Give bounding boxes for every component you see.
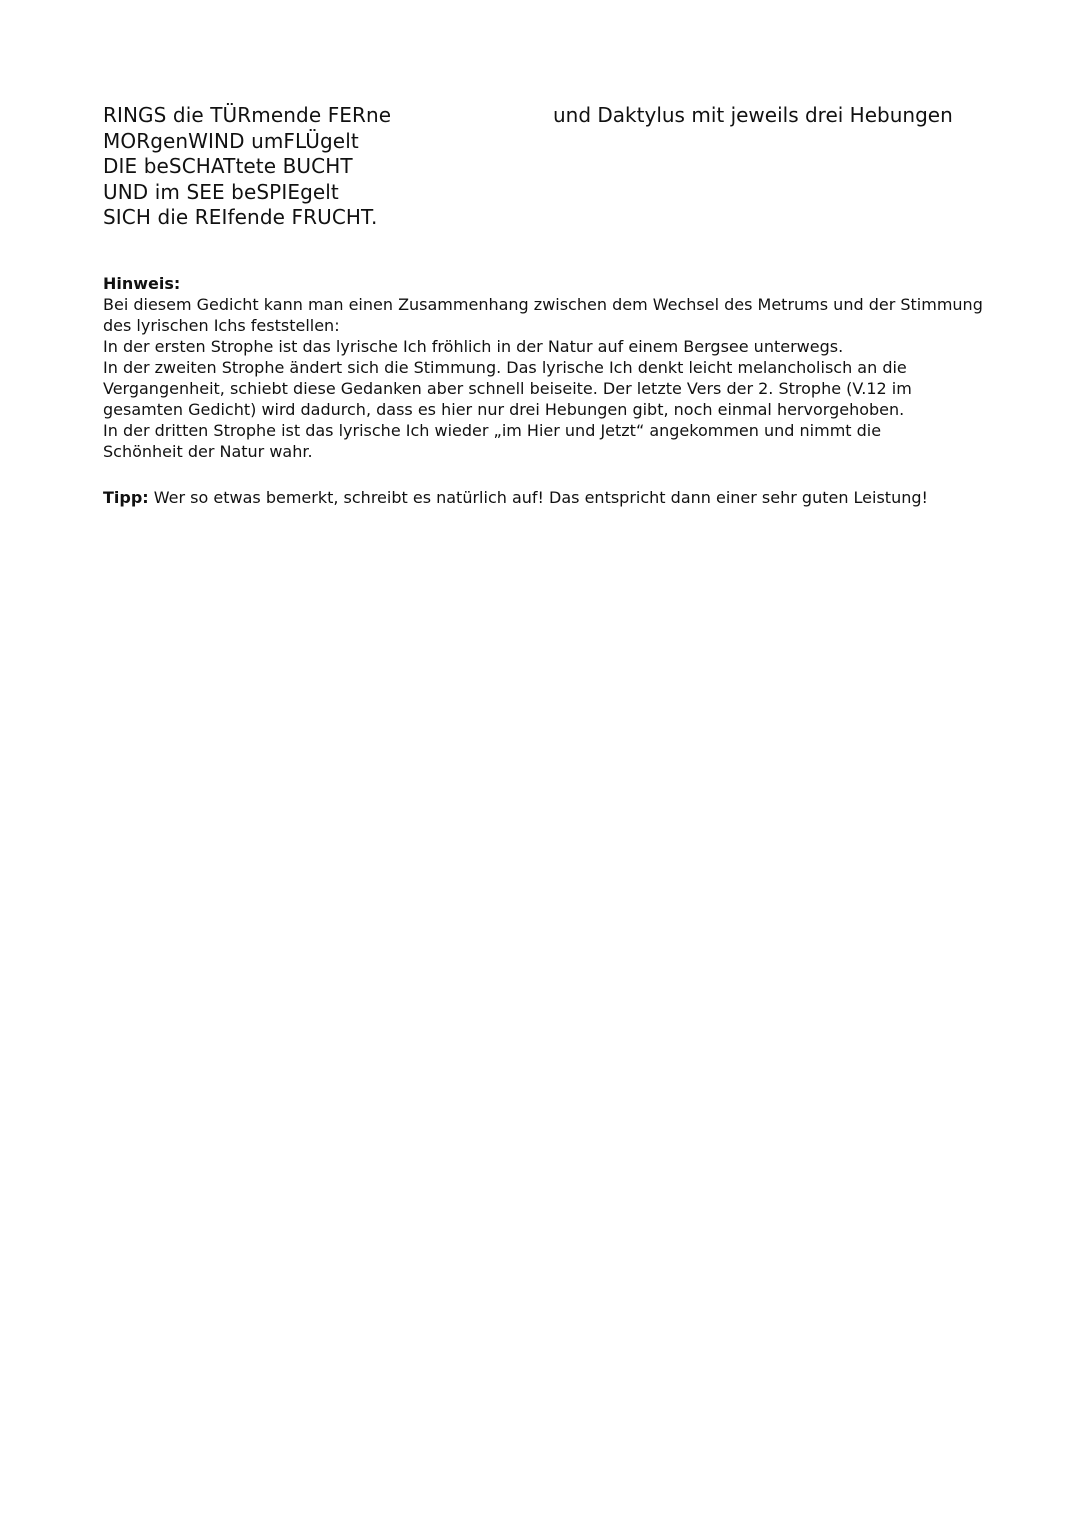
- meter-annotation: und Daktylus mit jeweils drei Hebungen: [553, 103, 953, 127]
- tip-label: Tipp:: [103, 488, 149, 507]
- poem-line: MORgenWIND umFLÜgelt: [103, 128, 359, 153]
- hint-line: In der zweiten Strophe ändert sich die Stimmung. Das lyrische Ich denkt leicht melancholisch an die: [103, 358, 907, 377]
- poem-line: SICH die REIfende FRUCHT.: [103, 205, 378, 229]
- tip-paragraph: [103, 487, 928, 508]
- hint-section: [103, 273, 993, 462]
- hint-line: Bei diesem Gedicht kann man einen Zusammenhang zwischen dem Wechsel des Metrums und der Stimmung: [103, 295, 983, 314]
- tip-text: Wer so etwas bemerkt, schreibt es natürlich auf! Das entspricht dann einer sehr guten Leistung!: [148, 488, 928, 507]
- poem-line: RINGS die TÜRmende FERne: [103, 103, 392, 127]
- poem-line: DIE beSCHATtete BUCHT: [103, 154, 353, 178]
- hint-line: Schönheit der Natur wahr.: [103, 442, 313, 461]
- hint-line: In der dritten Strophe ist das lyrische Ich wieder „im Hier und Jetzt“ angekommen und nimmt die: [103, 421, 882, 440]
- hint-title: Hinweis:: [103, 274, 181, 293]
- hint-line: des lyrischen Ichs feststellen:: [103, 316, 340, 335]
- hint-line: In der ersten Strophe ist das lyrische Ich fröhlich in der Natur auf einem Bergsee unterwegs.: [103, 337, 844, 356]
- poem-stanza: [103, 103, 391, 231]
- hint-line: Vergangenheit, schiebt diese Gedanken aber schnell beiseite. Der letzte Vers der 2. Strophe (V.12 im: [103, 379, 912, 398]
- poem-line: UND im SEE beSPIEgelt: [103, 179, 339, 204]
- hint-line: gesamten Gedicht) wird dadurch, dass es hier nur drei Hebungen gibt, noch einmal hervorgehoben.: [103, 400, 905, 419]
